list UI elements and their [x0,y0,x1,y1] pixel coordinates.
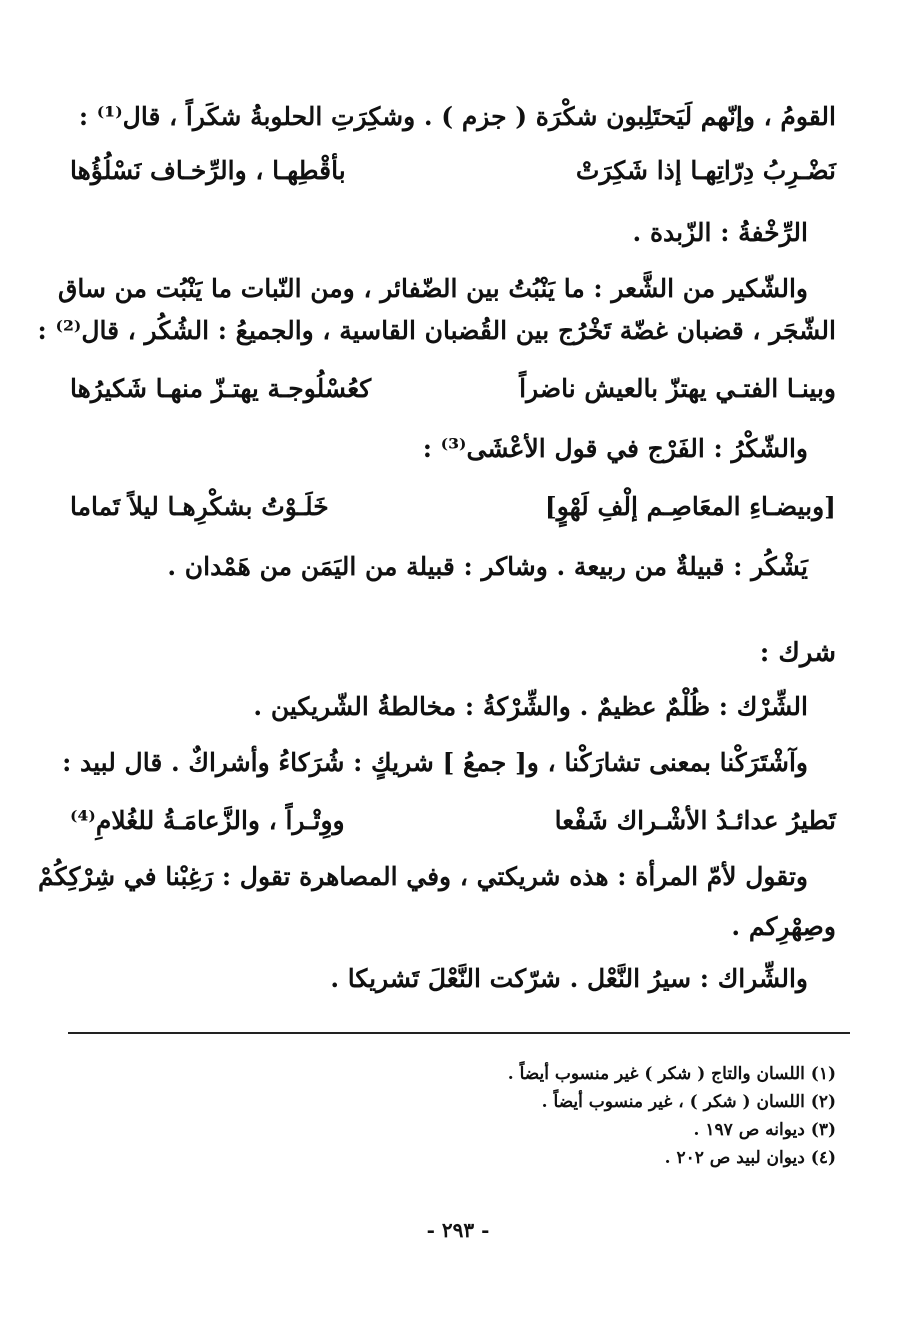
verse-second-hemistich: خَلَـوْتُ بشكْرِهـا ليلاً تَماما [70,492,329,521]
poetry-verse [70,804,836,838]
footnote-separator [68,1032,850,1034]
footnote: (١) اللسان والتاج ( شكر ) غير منسوب أيضاً . [507,1064,836,1084]
verse-second-hemistich: بأقْطِهـا ، والرِّخـاف نَسْلُؤُها [70,156,346,185]
text-line: الرِّخْفةُ : الزّبدة . [632,218,808,247]
poetry-verse [70,490,836,524]
text-line: وتقول لأمّ المرأة : هذه شريكتي ، وفي المصاهرة تقول : رَغِبْنا في شِرْكِكُمْ [38,862,808,891]
text-line: والشّكير من الشَّعر : ما يَنْبُتُ بين الضّفائر ، ومن النّبات ما يَنْبُت من ساق [57,274,808,303]
page-number: - ٢٩٣ - [426,1218,490,1242]
text-line: وآشْتَرَكْنا بمعنى تشارَكْنا ، و[ جمعُ ] شريكٍ : شُرَكاءُ وأشراكٌ . قال لبيد : [62,748,808,777]
text-line: والشِّراك : سيرُ النَّعْل . شرّكت النَّعْلَ تَشريكا . [330,964,808,993]
poetry-verse [70,154,836,188]
verse-first-hemistich: نَضْـرِبُ دِرّاتِهـا إذا شَكِرَتْ [575,156,836,185]
text-line: الشِّرْك : ظُلْمٌ عظيمٌ . والشِّرْكةُ : مخالطةُ الشّريكين . [253,692,808,721]
footnote: (٤) ديوان لبيد ص ٢٠٢ . [664,1148,836,1168]
text-line: الشّجَر ، قضبان غضّة تَخْرُج بين القُضبان القاسية ، والجميعُ : الشُكُر ، قال⁽²⁾ : [37,316,836,345]
footnote: (٢) اللسان ( شكر ) ، غير منسوب أيضاً . [541,1092,836,1112]
verse-second-hemistich: كعُسْلُوجـة يهتـزّ منهـا شَكيرُها [70,374,372,403]
verse-first-hemistich: تَطيرُ عدائـدُ الأشْـراك شَفْعا [554,806,836,835]
verse-first-hemistich: [وبيضـاءِ المعَاصِـم إلْفِ لَهْوٍ] [544,492,836,521]
text-line: القومُ ، وإنّهم لَيَحتَلِبون شكْرَة ( جزم ) . وشكِرَتِ الحلوبةُ شكَراً ، قال⁽¹⁾ : [78,102,836,131]
text-line: والشّكْرُ : الفَرْج في قول الأعْشَى⁽³⁾ : [422,434,808,463]
text-line: وصِهْرِكم . [731,912,836,941]
verse-second-hemistich: ووِتْـراً ، والزَّعامَـةُ للغُلامِ⁽⁴⁾ [70,806,345,835]
verse-first-hemistich: وبينـا الفتـي يهتزّ بالعيش ناضراً [519,374,836,403]
poetry-verse [70,372,836,406]
text-line: يَشْكُر : قبيلةٌ من ربيعة . وشاكر : قبيلة من اليَمَن من هَمْدان . [167,552,808,581]
entry-heading: شرك : [759,638,836,668]
footnote: (٣) ديوانه ص ١٩٧ . [693,1120,836,1140]
